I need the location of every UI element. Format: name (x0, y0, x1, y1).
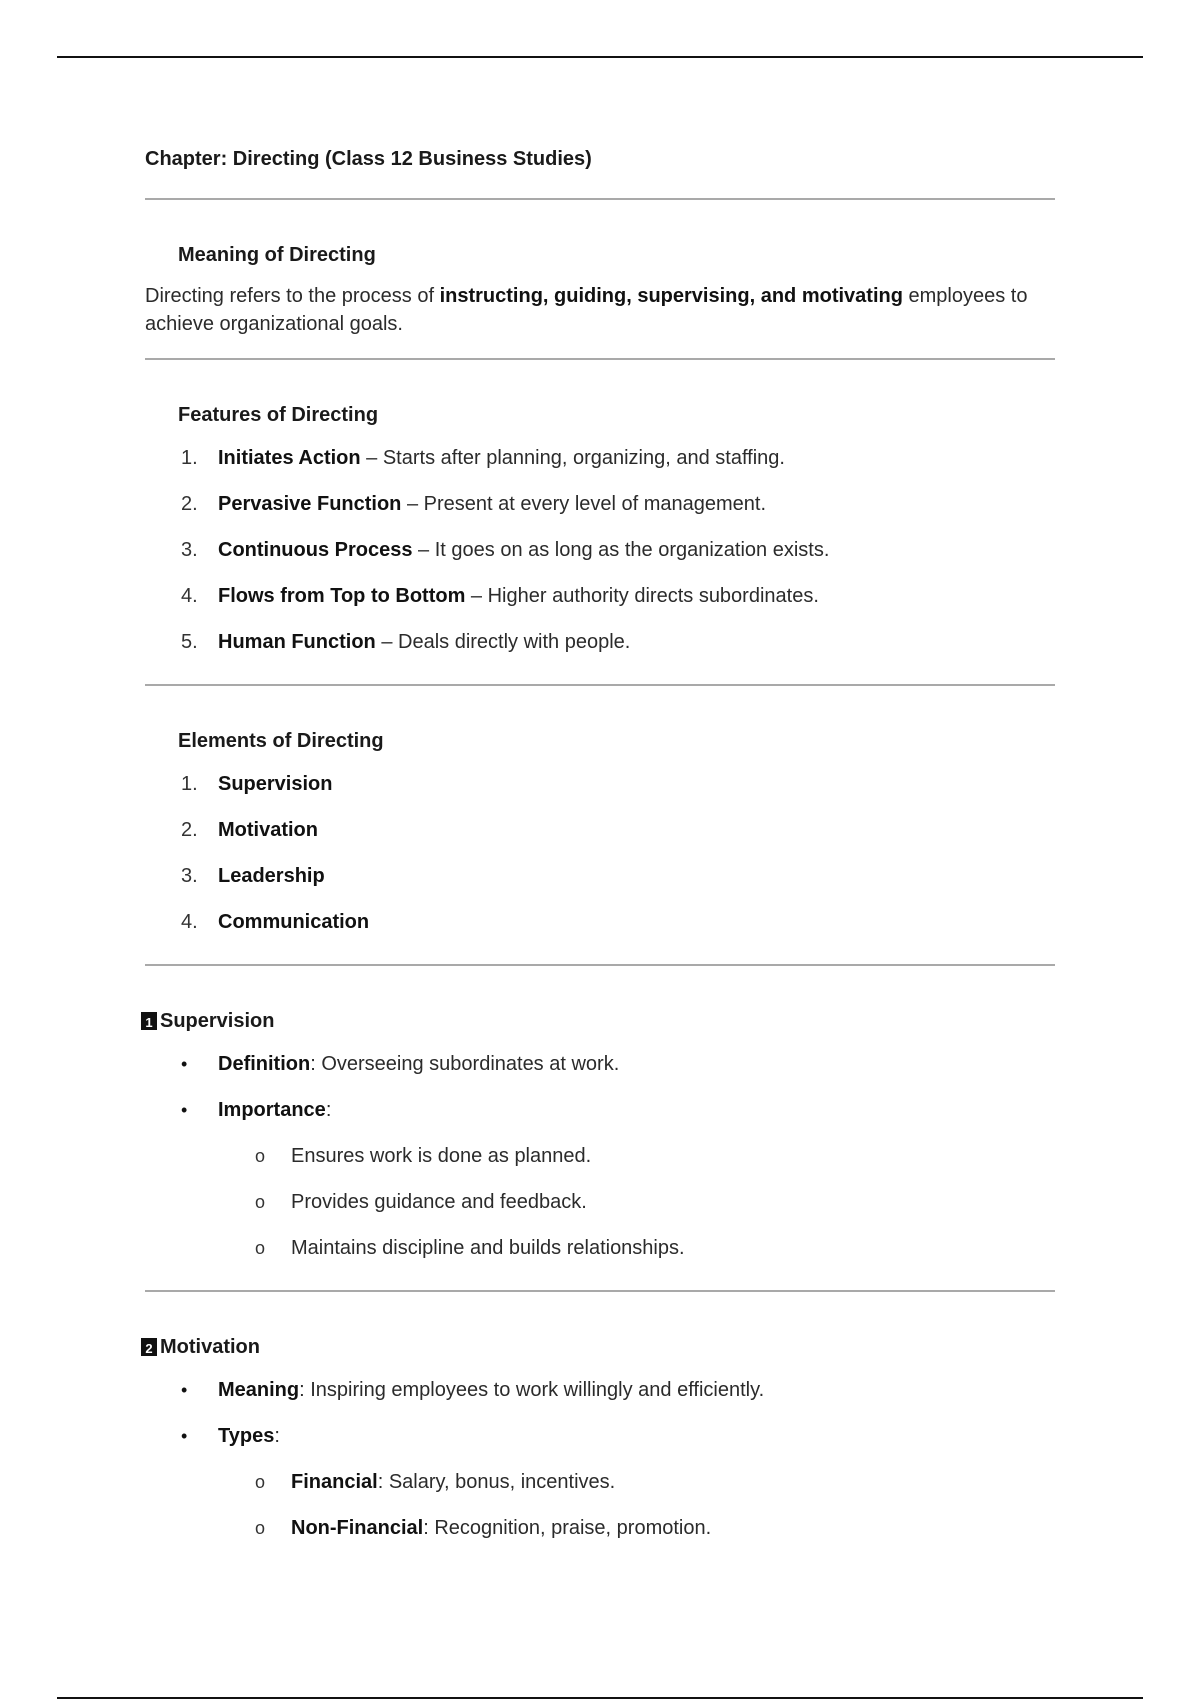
list-item: • Importance: o Ensures work is done as planned. o Provides guidance and feedback. o Maintains discipline and builds relationships. (145, 1094, 1055, 1264)
list-item: 3. Leadership (181, 865, 325, 887)
supervision-list (145, 1048, 1055, 1290)
list-item: • Definition: Overseeing subordinates at work. (145, 1048, 1055, 1080)
list-item: 2. Motivation (181, 819, 318, 841)
supervision-heading: 1 Supervision (141, 966, 1055, 1048)
motivation-list (145, 1374, 1055, 1570)
sub-bullet-icon: o (255, 1192, 266, 1212)
importance-sublist (218, 1140, 1055, 1264)
bullet-icon: • (181, 1380, 188, 1400)
number-one-badge-icon: 1 (141, 1012, 157, 1030)
number-two-badge-icon: 2 (141, 1338, 157, 1356)
sub-list-item: o Financial: Salary, bonus, incentives. (218, 1466, 1055, 1498)
sub-bullet-icon: o (255, 1146, 266, 1166)
list-item: 5. Human Function – Deals directly with people. (181, 631, 631, 653)
elements-list (145, 768, 1055, 964)
sub-list-item: o Ensures work is done as planned. (218, 1140, 1055, 1172)
list-item: 3. Continuous Process – It goes on as long as the organization exists. (181, 539, 830, 561)
bullet-icon: • (181, 1054, 188, 1074)
sub-list-item: o Maintains discipline and builds relationships. (218, 1232, 1055, 1264)
chapter-title: Chapter: Directing (Class 12 Business Studies) (145, 148, 592, 170)
sub-bullet-icon: o (255, 1472, 266, 1492)
list-item: 4. Communication (181, 911, 370, 933)
page-bottom-rule (57, 1697, 1143, 1699)
sub-bullet-icon: o (255, 1238, 266, 1258)
list-item: 2. Pervasive Function – Present at every level of management. (181, 493, 767, 515)
document-body (145, 140, 1055, 1570)
elements-heading: Elements of Directing (178, 730, 384, 752)
sub-list-item: o Non-Financial: Recognition, praise, promotion. (218, 1512, 1055, 1544)
motivation-heading: 2 Motivation (141, 1292, 1055, 1374)
meaning-paragraph: Directing refers to the process of instructing, guiding, supervising, and motivating employees to achieve organizational goals. (145, 285, 1028, 335)
bullet-icon: • (181, 1426, 188, 1446)
meaning-heading: Meaning of Directing (178, 244, 376, 266)
list-item: • Types: o Financial: Salary, bonus, incentives. o Non-Financial: Recognition, praise, promotion. (145, 1420, 1055, 1544)
features-heading: Features of Directing (178, 404, 379, 426)
page-top-rule (57, 56, 1143, 58)
sub-bullet-icon: o (255, 1518, 266, 1538)
types-sublist (218, 1466, 1055, 1544)
features-list (145, 442, 1055, 684)
list-item: • Meaning: Inspiring employees to work willingly and efficiently. (145, 1374, 1055, 1406)
sub-list-item: o Provides guidance and feedback. (218, 1186, 1055, 1218)
list-item: 1. Supervision (181, 773, 333, 795)
list-item: 1. Initiates Action – Starts after planning, organizing, and staffing. (181, 447, 785, 469)
list-item: 4. Flows from Top to Bottom – Higher authority directs subordinates. (181, 585, 819, 607)
bullet-icon: • (181, 1100, 188, 1120)
